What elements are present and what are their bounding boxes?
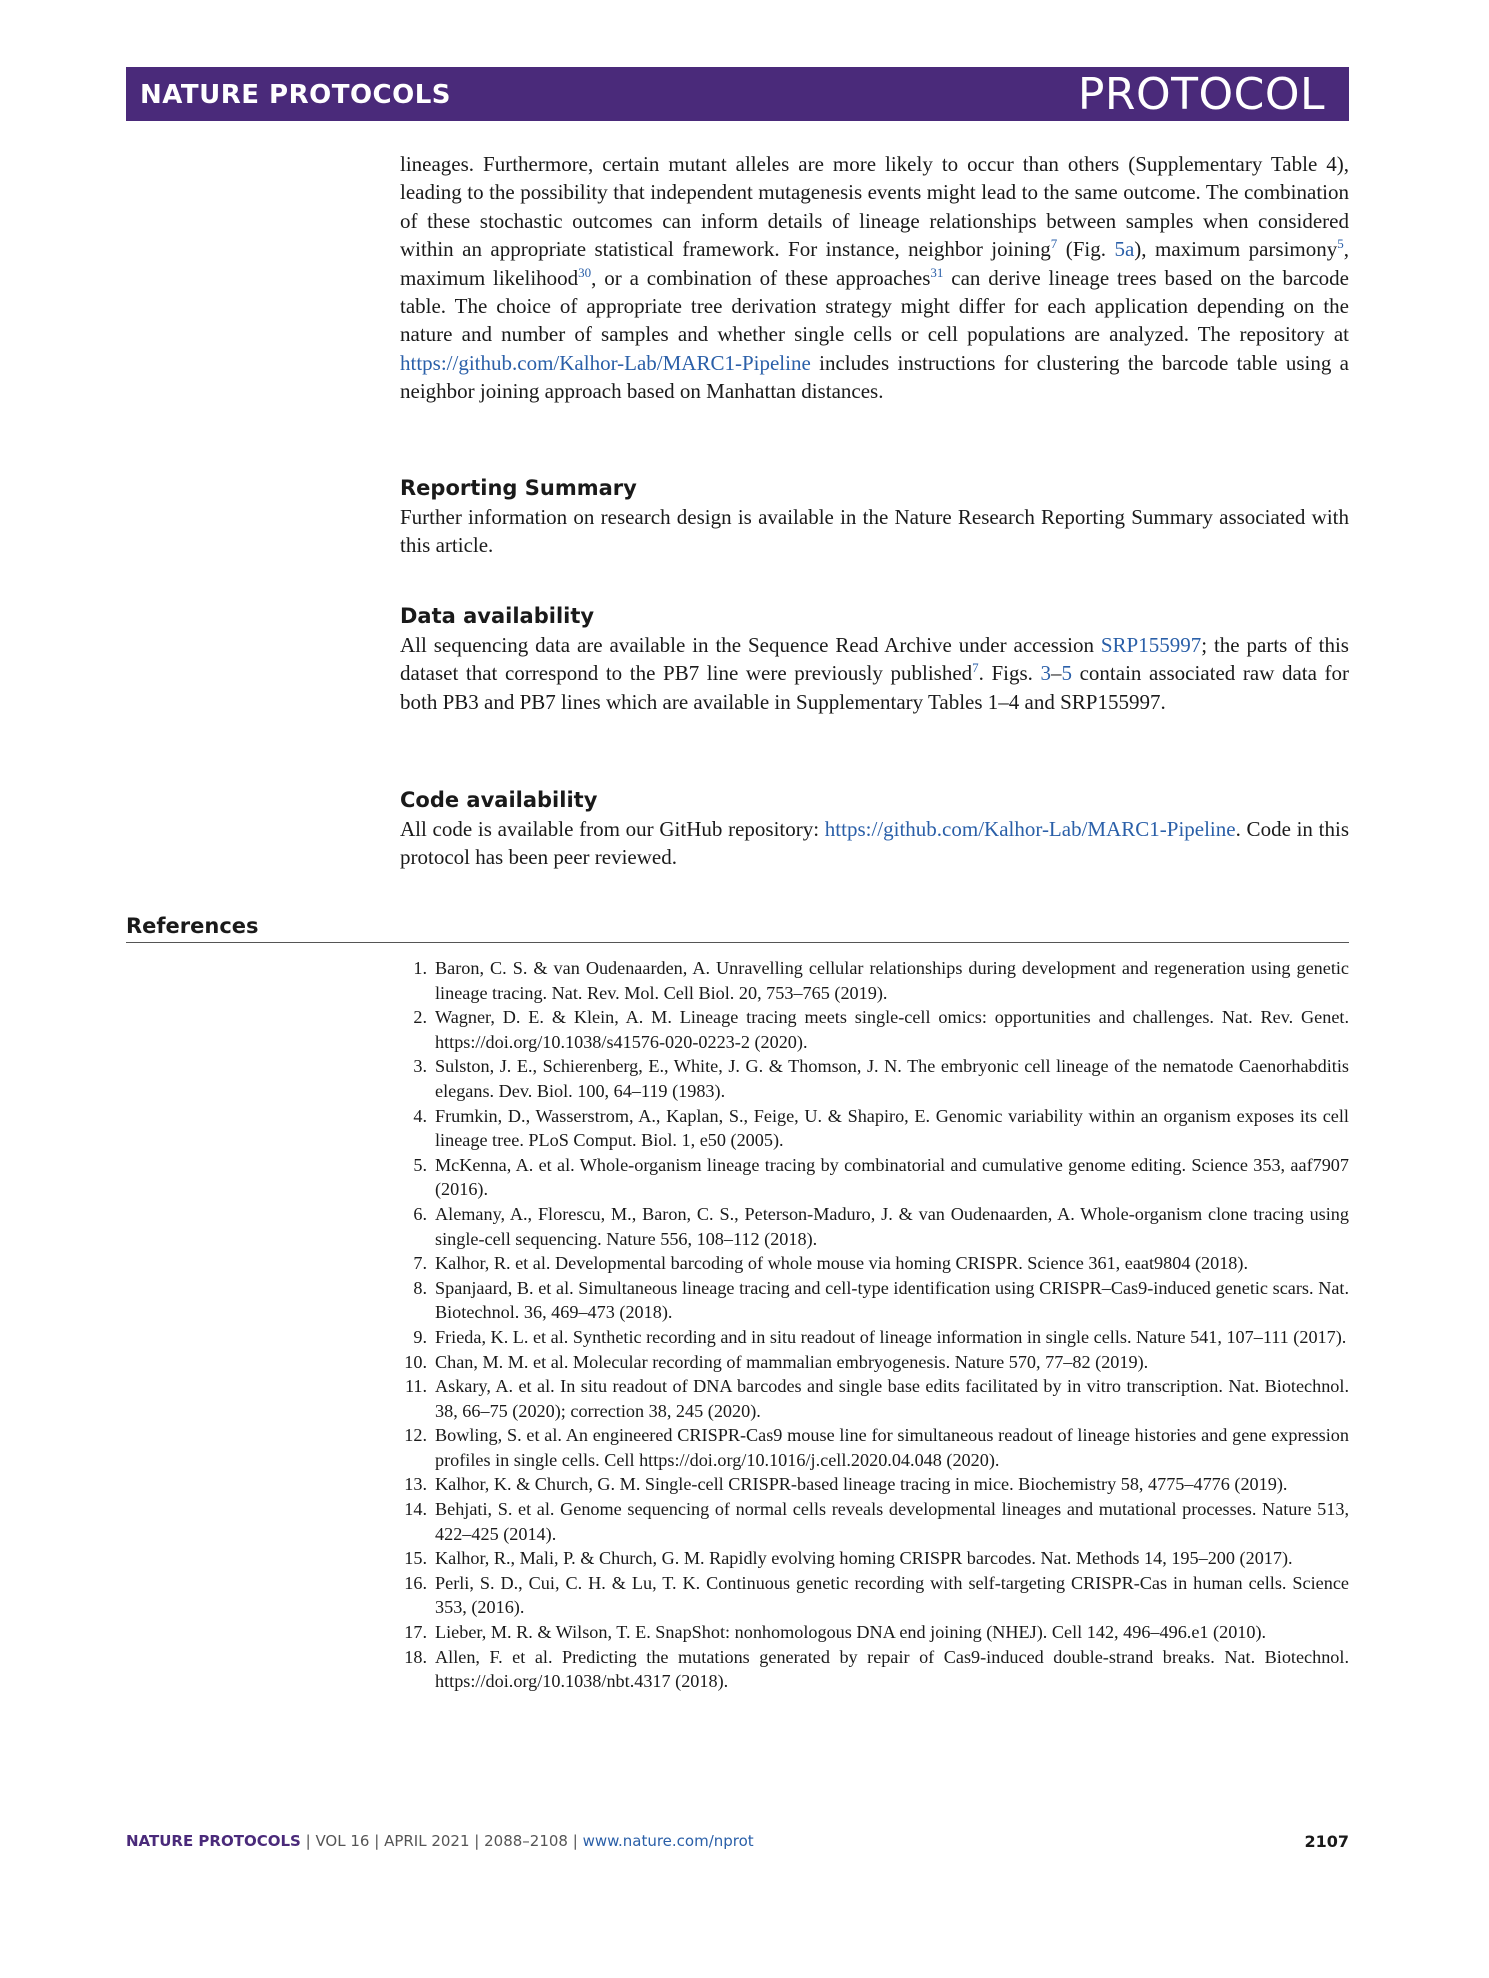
reference-number: 1. (413, 958, 427, 978)
github-link[interactable]: https://github.com/Kalhor-Lab/MARC1-Pipeline (824, 817, 1236, 841)
reference-text: McKenna, A. et al. Whole-organism lineage tracing by combinatorial and cumulative genome editing. Science 353, aaf7907 (2016). (435, 1154, 1349, 1200)
intro-text-1: lineages. Furthermore, certain mutant alleles are more likely to occur than others (Supplementary Table 4), leading to the possibility that independent mutagenesis events might lead to the same outcome. The combination of these stochastic outcomes can inform details of lineage relationships between samples when considered within an appropriate statistical framework. For instance, neighbor joining (400, 152, 1349, 262)
footer-pages: 2088–2108 (484, 1832, 568, 1850)
reference-item (400, 1472, 1349, 1497)
reference-number: 4. (413, 1105, 427, 1126)
repository-link[interactable]: https://github.com/Kalhor-Lab/MARC1-Pipeline (400, 350, 811, 375)
citation-link[interactable]: 30 (578, 264, 592, 280)
reference-item (400, 1620, 1349, 1645)
reference-text: Perli, S. D., Cui, C. H. & Lu, T. K. Continuous genetic recording with self-targeting CRISPR-Cas in human cells. Science 353, (2016). (435, 1572, 1349, 1618)
reference-number: 17. (404, 1622, 427, 1643)
footer-volume: VOL 16 (315, 1832, 370, 1850)
reference-item (400, 1005, 1349, 1054)
intro-text-5: , or a combination of these approaches (591, 265, 931, 290)
reference-number: 5. (413, 1154, 427, 1175)
footer-separator: | (369, 1832, 385, 1850)
citation-link[interactable]: 5 (1337, 236, 1344, 252)
references-heading: References (126, 914, 259, 938)
reference-text: Bowling, S. et al. An engineered CRISPR-Cas9 mouse line for simultaneous readout of lineage histories and gene expression profiles in single cells. Cell https://doi.org/10.1016/j.cell.2020.04.048 (2020). (435, 1425, 1349, 1470)
reference-number: 6. (413, 1203, 427, 1224)
footer-journal: NATURE PROTOCOLS (126, 1832, 301, 1850)
data-text-1: All sequencing data are available in the Sequence Read Archive under accession (400, 633, 1101, 657)
reference-number: 15. (404, 1548, 427, 1569)
intro-text-4: , maximum likelihood (400, 237, 1350, 290)
reference-text: Askary, A. et al. In situ readout of DNA barcodes and single base edits facilitated by in vitro transcription. Nat. Biotechnol. 38, 66–75 (2020); correction 38, 245 (2020). (435, 1376, 1349, 1421)
header-banner (126, 67, 1349, 121)
reference-text: Wagner, D. E. & Klein, A. M. Lineage tracing meets single-cell omics: opportunities and challenges. Nat. Rev. Genet. https://doi.org/10.1038/s41576-020-0223-2 (2020). (435, 1007, 1349, 1052)
reference-text: Kalhor, R. et al. Developmental barcoding of whole mouse via homing CRISPR. Science 361, eaat9804 (2018). (435, 1253, 1248, 1274)
data-text-4: contain associated raw data for both PB3 and PB7 lines which are available in Supplementary Tables 1–4 and SRP155997. (400, 661, 1349, 714)
reference-number: 12. (404, 1425, 427, 1446)
reference-text: Baron, C. S. & van Oudenaarden, A. Unravelling cellular relationships during development and regeneration using genetic lineage tracing. Nat. Rev. Mol. Cell Biol. 20, 753–765 (2019). (435, 958, 1349, 1003)
citation-link[interactable]: 31 (930, 264, 944, 280)
reference-number: 14. (404, 1499, 427, 1520)
footer-date: APRIL 2021 (384, 1832, 470, 1850)
reporting-summary-heading: Reporting Summary (400, 476, 637, 500)
intro-text-6: can derive lineage trees based on the barcode table. The choice of appropriate tree derivation strategy might differ for each application depending on the nature and number of samples and whether single cells or cell populations are analyzed. The repository at (400, 265, 1349, 347)
reference-number: 7. (413, 1253, 427, 1274)
reference-number: 13. (404, 1474, 427, 1495)
footer-url-link[interactable]: www.nature.com/nprot (582, 1832, 754, 1850)
reference-item (400, 1251, 1349, 1276)
reference-text: Lieber, M. R. & Wilson, T. E. SnapShot: nonhomologous DNA end joining (NHEJ). Cell 142, 496–496.e1 (2010). (435, 1622, 1267, 1643)
reference-item (400, 1325, 1349, 1350)
reference-text: Allen, F. et al. Predicting the mutations generated by repair of Cas9-induced double-strand breaks. Nat. Biotechnol. https://doi.org/10.1038/nbt.4317 (2018). (435, 1646, 1349, 1692)
intro-text-7: includes instructions for clustering the barcode table using a neighbor joining approach based on Manhattan distances. (400, 350, 1349, 404)
footer-separator: | (567, 1832, 583, 1850)
code-availability-heading: Code availability (400, 788, 598, 812)
reference-number: 10. (404, 1351, 427, 1372)
footer-separator: | (469, 1832, 485, 1850)
reference-item (400, 1571, 1349, 1620)
data-text-3: . Figs. (978, 661, 1041, 686)
reference-item (400, 1546, 1349, 1571)
reference-text: Kalhor, K. & Church, G. M. Single-cell CRISPR-based lineage tracing in mice. Biochemistry 58, 4775–4776 (2019). (435, 1474, 1288, 1495)
reference-number: 3. (413, 1056, 427, 1077)
reference-text: Frumkin, D., Wasserstrom, A., Kaplan, S., Feige, U. & Shapiro, E. Genomic variability within an organism exposes its cell lineage tree. PLoS Comput. Biol. 1, e50 (2005). (435, 1105, 1349, 1151)
reference-number: 11. (404, 1376, 427, 1397)
reporting-summary-text: Further information on research design is available in the Nature Research Reporting Summary associated with this article. (400, 505, 1349, 558)
accession-link[interactable]: SRP155997 (1100, 633, 1202, 657)
data-availability-heading: Data availability (400, 604, 595, 628)
page-footer (126, 1832, 1349, 1850)
references-divider (126, 942, 1349, 943)
reference-text: Spanjaard, B. et al. Simultaneous lineage tracing and cell-type identification using CRISPR–Cas9-induced genetic scars. Nat. Biotechnol. 36, 469–473 (2018). (435, 1277, 1349, 1323)
reference-item (400, 956, 1349, 1005)
reference-number: 8. (413, 1277, 427, 1298)
reference-item (400, 1104, 1349, 1153)
data-availability-text (400, 631, 1349, 716)
reference-item (400, 1202, 1349, 1251)
reference-text: Sulston, J. E., Schierenberg, E., White, J. G. & Thomson, J. N. The embryonic cell lineage of the nematode Caenorhabditis elegans. Dev. Biol. 100, 64–119 (1983). (435, 1056, 1349, 1101)
code-availability-text (400, 815, 1349, 872)
reference-text: Chan, M. M. et al. Molecular recording of mammalian embryogenesis. Nature 570, 77–82 (2019). (435, 1351, 1149, 1372)
reference-text: Kalhor, R., Mali, P. & Church, G. M. Rapidly evolving homing CRISPR barcodes. Nat. Methods 14, 195–200 (2017). (435, 1548, 1293, 1569)
intro-paragraph (400, 150, 1349, 406)
reference-number: 16. (404, 1572, 427, 1593)
code-text-2: . Code in this protocol has been peer reviewed. (400, 817, 1349, 870)
citation-link[interactable]: 7 (1050, 236, 1058, 252)
intro-text-2: (Fig. (1057, 237, 1115, 262)
reference-number: 2. (413, 1007, 427, 1028)
reference-list (400, 956, 1349, 1694)
reference-item (400, 1276, 1349, 1325)
intro-text-3: ), maximum parsimony (1134, 237, 1338, 262)
reference-number: 9. (413, 1326, 427, 1347)
page-number: 2107 (1304, 1832, 1349, 1851)
figure-link[interactable]: 3 (1040, 661, 1052, 686)
dash: – (1051, 661, 1062, 686)
reference-item (400, 1497, 1349, 1546)
reference-item (400, 1054, 1349, 1103)
figure-link[interactable]: 5a (1114, 237, 1135, 262)
data-text-2: ; the parts of this dataset that correspond to the PB7 line were previously published (400, 633, 1349, 686)
code-text-1: All code is available from our GitHub repository: (400, 817, 825, 841)
reference-item (400, 1153, 1349, 1202)
reference-item (400, 1645, 1349, 1694)
reference-item (400, 1350, 1349, 1375)
reference-text: Behjati, S. et al. Genome sequencing of normal cells reveals developmental lineages and mutational processes. Nature 513, 422–425 (2014). (435, 1499, 1349, 1544)
reference-number: 18. (404, 1646, 427, 1667)
reference-text: Frieda, K. L. et al. Synthetic recording and in situ readout of lineage information in single cells. Nature 541, 107–111 (2017). (435, 1326, 1347, 1347)
article-type: PROTOCOL (1077, 69, 1325, 120)
citation-link[interactable]: 7 (972, 660, 979, 676)
reference-item (400, 1423, 1349, 1472)
journal-name: NATURE PROTOCOLS (140, 80, 452, 110)
figure-link[interactable]: 5 (1061, 661, 1073, 686)
reference-text: Alemany, A., Florescu, M., Baron, C. S., Peterson-Maduro, J. & van Oudenaarden, A. Whole-organism clone tracing using single-cell sequencing. Nature 556, 108–112 (2018). (435, 1203, 1349, 1249)
footer-separator: | (300, 1832, 316, 1850)
reference-item (400, 1374, 1349, 1423)
